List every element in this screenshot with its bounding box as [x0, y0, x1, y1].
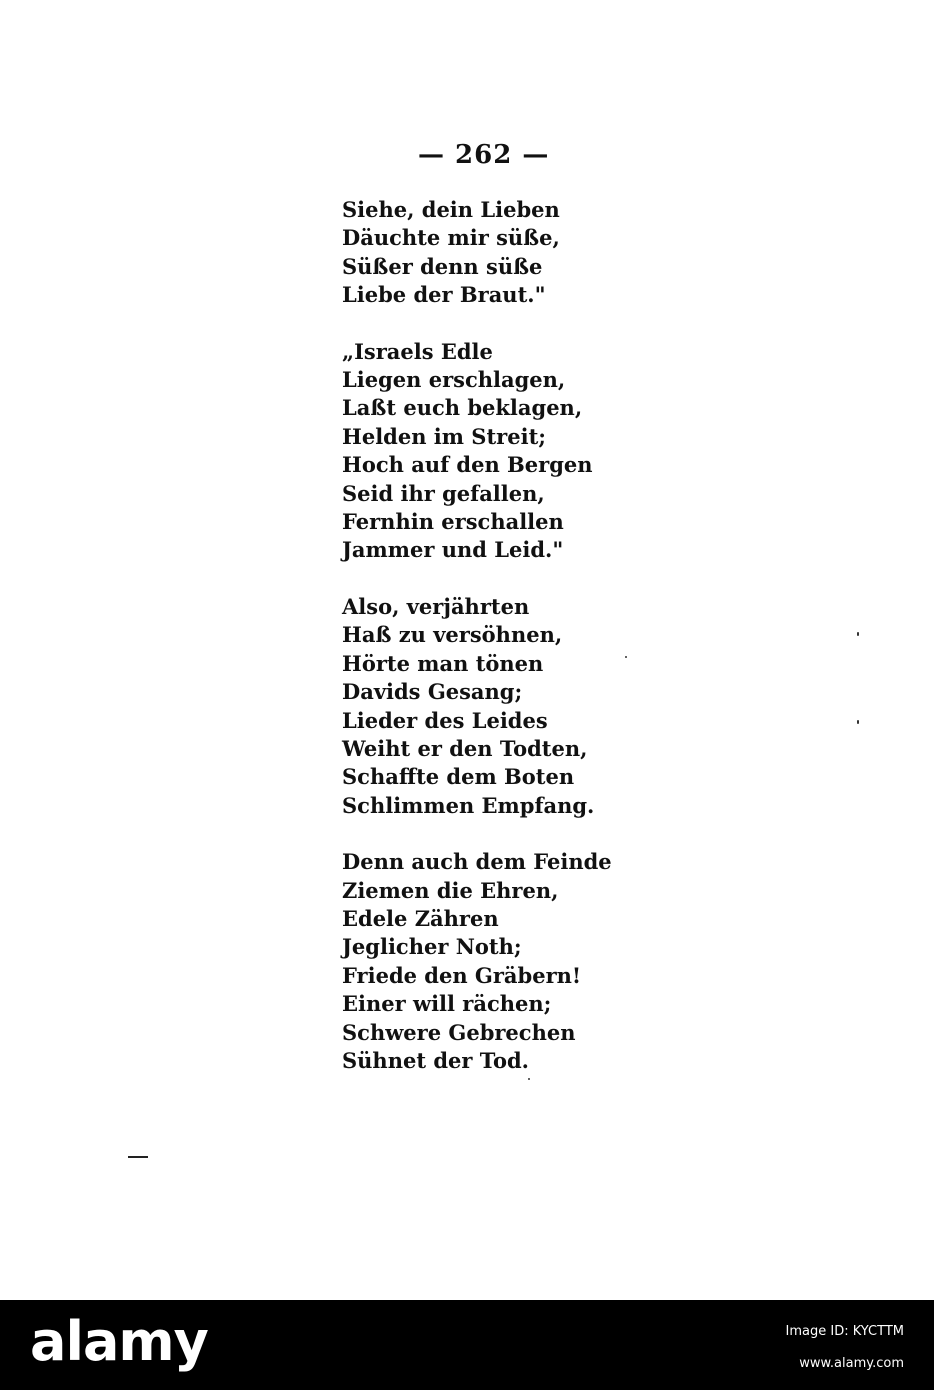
- watermark-banner: [0, 1300, 934, 1390]
- stanza-4: [342, 848, 612, 1075]
- ink-speck: [857, 632, 859, 636]
- poem-line: Jammer und Leid.": [342, 537, 564, 563]
- image-id-label: Image ID: KYCTTM: [785, 1324, 904, 1339]
- alamy-logo: alamy: [30, 1310, 208, 1373]
- page-number: — 262 —: [418, 140, 550, 170]
- poem-line: Süßer denn süße: [342, 253, 543, 279]
- poem-line: Sühnet der Tod.: [342, 1047, 529, 1073]
- poem-line: Lieder des Leides: [342, 707, 548, 733]
- poem-line: Denn auch dem Feinde: [342, 849, 612, 875]
- source-url: www.alamy.com: [799, 1356, 904, 1371]
- poem-line: Laßt euch beklagen,: [342, 395, 583, 421]
- poem-line: Däuchte mir süße,: [342, 225, 560, 251]
- poem-line: Jeglicher Noth;: [342, 934, 522, 960]
- poem-line: Friede den Gräbern!: [342, 962, 582, 988]
- stanza-3: [342, 593, 612, 820]
- poem-line: Also, verjährten: [342, 593, 530, 619]
- poem-line: Seid ihr gefallen,: [342, 480, 545, 506]
- poem-line: Liebe der Braut.": [342, 282, 546, 308]
- poem: [342, 196, 612, 1075]
- poem-line: Fernhin erschallen: [342, 509, 564, 535]
- poem-line: Schwere Gebrechen: [342, 1019, 576, 1045]
- poem-line: Helden im Streit;: [342, 423, 547, 449]
- poem-line: Schaffte dem Boten: [342, 764, 575, 790]
- poem-line: „Israels Edle: [342, 338, 493, 364]
- page-rule: [128, 1156, 148, 1158]
- poem-line: Davids Gesang;: [342, 679, 523, 705]
- poem-line: Siehe, dein Lieben: [342, 197, 560, 222]
- poem-line: Weiht er den Todten,: [342, 735, 588, 761]
- ink-speck: [625, 656, 627, 658]
- poem-line: Liegen erschlagen,: [342, 367, 566, 393]
- poem-line: Ziemen die Ehren,: [342, 877, 559, 903]
- poem-line: Hörte man tönen: [342, 650, 544, 676]
- poem-line: Schlimmen Empfang.: [342, 792, 595, 818]
- stanza-1: [342, 196, 612, 310]
- ink-speck: [857, 720, 859, 724]
- poem-line: Hoch auf den Bergen: [342, 452, 593, 478]
- stanza-2: [342, 338, 612, 565]
- poem-line: Edele Zähren: [342, 905, 499, 931]
- ink-speck: [528, 1078, 530, 1080]
- poem-line: Haß zu versöhnen,: [342, 622, 563, 648]
- poem-line: Einer will rächen;: [342, 991, 552, 1017]
